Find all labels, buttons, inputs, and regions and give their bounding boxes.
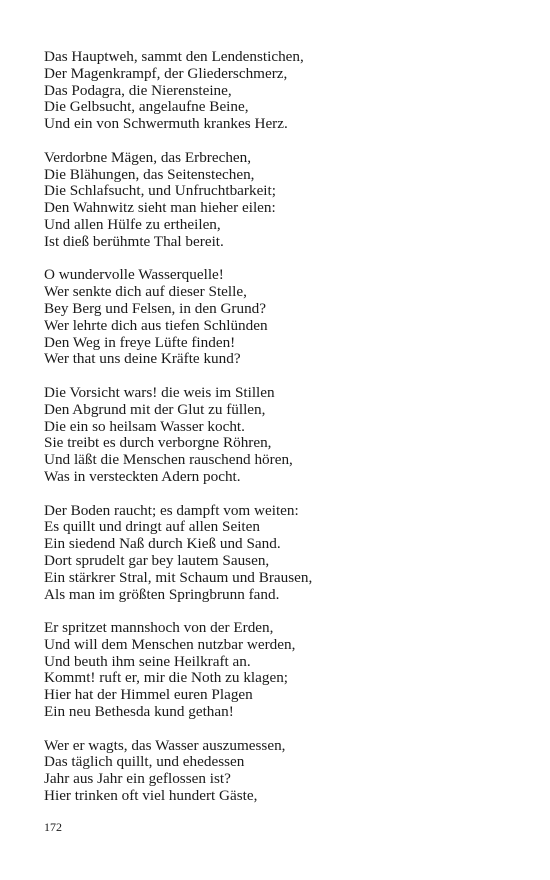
stanza-2 <box>44 150 534 251</box>
stanza-6 <box>44 620 534 721</box>
stanza-3 <box>44 267 534 368</box>
verse-line: Sie treibt es durch verborgne Röhren, <box>44 434 272 452</box>
verse-line: Die Schlafsucht, und Unfruchtbarkeit; <box>44 182 276 200</box>
page-number: 172 <box>44 820 62 834</box>
poem-body <box>44 49 534 822</box>
verse-line: Dort sprudelt gar bey lautem Sausen, <box>44 551 270 569</box>
verse-line: Ist dieß berühmte Thal bereit. <box>44 232 224 250</box>
verse-line: Und beuth ihm seine Heilkraft an. <box>44 652 251 670</box>
verse-line: Das täglich quillt, und ehedessen <box>44 753 245 771</box>
verse-line: Ein neu Bethesda kund gethan! <box>44 703 234 721</box>
verse-line: Wer that uns deine Kräfte kund? <box>44 350 241 368</box>
verse-line: Als man im größten Springbrunn fand. <box>44 585 280 603</box>
verse-line: Wer er wagts, das Wasser auszumessen, <box>44 736 286 754</box>
verse-line: Den Weg in freye Lüfte finden! <box>44 333 236 351</box>
verse-line: Wer lehrte dich aus tiefen Schlünden <box>44 316 268 334</box>
verse-line: Das Hauptweh, sammt den Lendenstichen, <box>44 48 304 65</box>
verse-line: Verdorbne Mägen, das Erbrechen, <box>44 148 252 166</box>
verse-line: Das Podagra, die Nierensteine, <box>44 81 232 99</box>
verse-line: Der Magenkrampf, der Gliederschmerz, <box>44 64 288 82</box>
verse-line: Wer senkte dich auf dieser Stelle, <box>44 283 247 301</box>
stanza-7 <box>44 738 534 805</box>
verse-line: Hier hat der Himmel euren Plagen <box>44 686 253 704</box>
verse-line: Ein siedend Naß durch Kieß und Sand. <box>44 535 281 553</box>
verse-line: Er spritzet mannshoch von der Erden, <box>44 619 274 637</box>
stanza-5 <box>44 503 534 604</box>
verse-line: Hier trinken oft viel hundert Gäste, <box>44 787 258 805</box>
verse-line: Die Blähungen, das Seitenstechen, <box>44 165 255 183</box>
verse-line: Die ein so heilsam Wasser kocht. <box>44 417 245 435</box>
verse-line: O wundervolle Wasserquelle! <box>44 266 224 284</box>
stanza-1 <box>44 49 534 133</box>
verse-line: Die Gelbsucht, angelaufne Beine, <box>44 98 249 116</box>
verse-line: Den Abgrund mit der Glut zu füllen, <box>44 400 266 418</box>
verse-line: Ein stärkrer Stral, mit Schaum und Brausen, <box>44 568 313 586</box>
verse-line: Und ein von Schwermuth krankes Herz. <box>44 115 288 133</box>
verse-line: Die Vorsicht wars! die weis im Stillen <box>44 383 275 401</box>
verse-line: Was in versteckten Adern pocht. <box>44 467 241 485</box>
verse-line: Der Boden raucht; es dampft vom weiten: <box>44 501 299 519</box>
verse-line: Und allen Hülfe zu ertheilen, <box>44 215 221 233</box>
verse-line: Den Wahnwitz sieht man hieher eilen: <box>44 199 276 217</box>
stanza-4 <box>44 385 534 486</box>
verse-line: Jahr aus Jahr ein geflossen ist? <box>44 770 231 788</box>
verse-line: Und will dem Menschen nutzbar werden, <box>44 635 296 653</box>
verse-line: Es quillt und dringt auf allen Seiten <box>44 518 260 536</box>
verse-line: Kommt! ruft er, mir die Noth zu klagen; <box>44 669 289 687</box>
verse-line: Und läßt die Menschen rauschend hören, <box>44 451 293 469</box>
verse-line: Bey Berg und Felsen, in den Grund? <box>44 299 267 317</box>
